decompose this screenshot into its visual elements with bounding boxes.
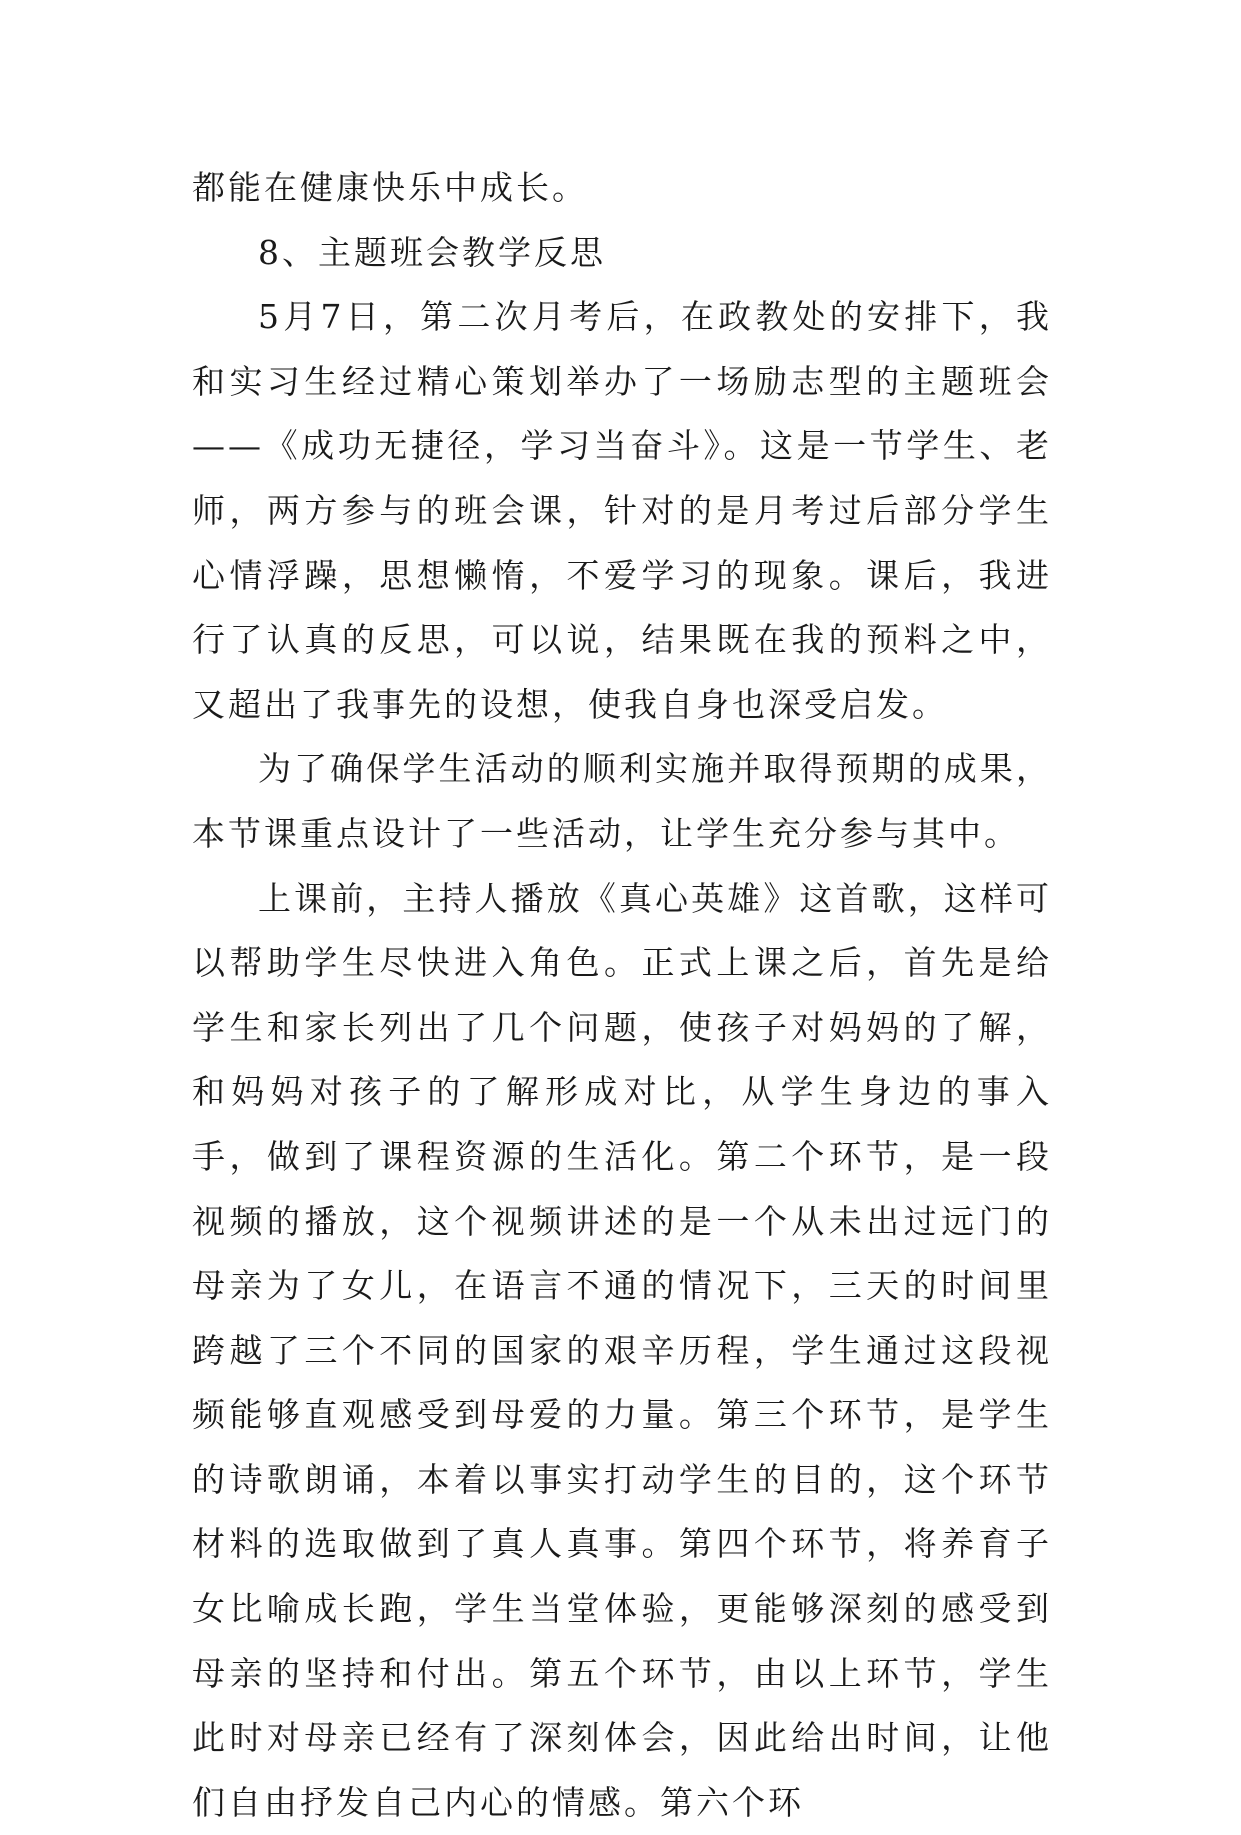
paragraph-continuation: 都能在健康快乐中成长。	[192, 168, 588, 207]
paragraph: 上课前，主持人播放《真心英雄》这首歌，这样可以帮助学生尽快进入角色。正式上课之后，首先是给学生和家长列出了几个问题，使孩子对妈妈的了解，和妈妈对孩子的了解形成对比，从学生身边的事入手，做到了课程资源的生活化。第二个环节，是一段视频的播放，这个视频讲述的是一个从未出过远门的母亲为了女儿，在语言不通的情况下，三天的时间里跨越了三个不同的国家的艰辛历程，学生通过这段视频能够直观感受到母爱的力量。第三个环节，是学生的诗歌朗诵，本着以事实打动学生的目的，这个环节材料的选取做到了真人真事。第四个环节，将养育子女比喻成长跑，学生当堂体验，更能够深刻的感受到母亲的坚持和付出。第五个环节，由以上环节，学生此时对母亲已经有了深刻体会，因此给出时间，让他们自由抒发自己内心的情感。第六个环	[192, 878, 1052, 1822]
document-body	[192, 156, 1052, 1835]
section-heading: 8、主题班会教学反思	[258, 232, 606, 272]
paragraph: 为了确保学生活动的顺利实施并取得预期的成果，本节课重点设计了一些活动，让学生充分参与其中。	[192, 749, 1052, 853]
paragraph: 5月7日，第二次月考后，在政教处的安排下，我和实习生经过精心策划举办了一场励志型的主题班会——《成功无捷径，学习当奋斗》。这是一节学生、老师，两方参与的班会课，针对的是月考过后部分学生心情浮躁，思想懒惰，不爱学习的现象。课后，我进行了认真的反思，可以说，结果既在我的预料之中，又超出了我事先的设想，使我自身也深受启发。	[192, 297, 1052, 724]
